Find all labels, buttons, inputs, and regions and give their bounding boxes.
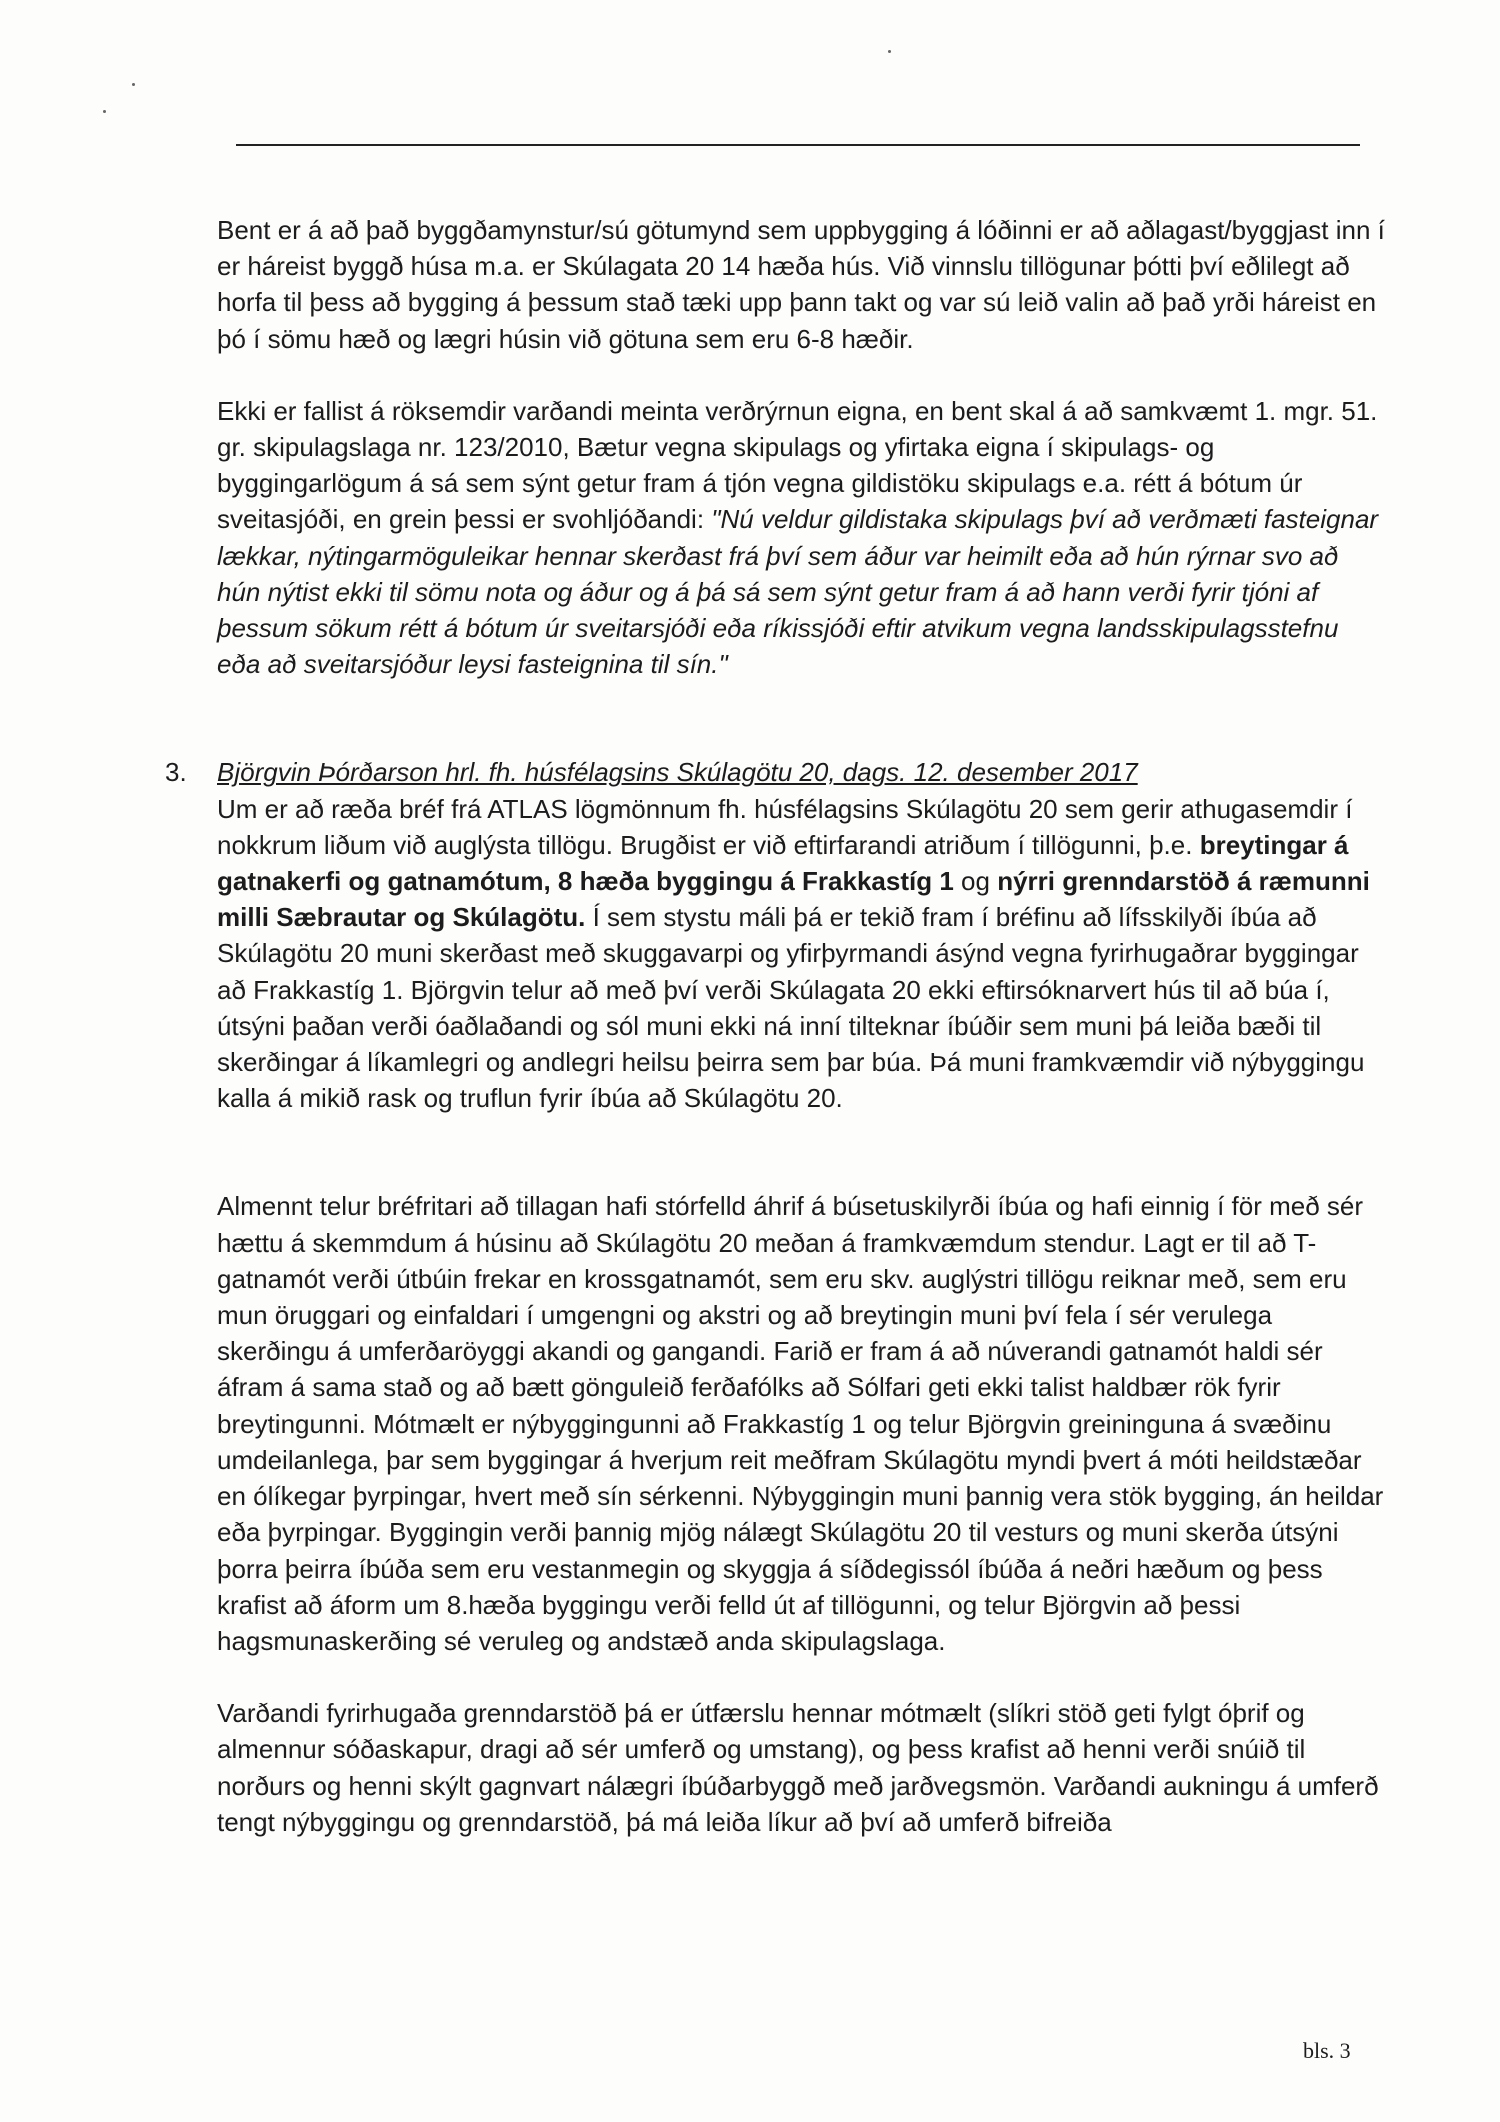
paragraph-general-objections: Almennt telur bréfritari að tillagan hafi stórfelld áhrif á búsetuskilyrði íbúa og hafi einnig í för með sér hættu á skemmdum á húsinu að Skúlagötu 20 meðan á framkvæmdum stendur. Lagt er til að T-gatnamót verði útbúin frekar en krossgatnamót, sem eru skv. auglýstri tillögu reiknar með, sem eru mun öruggari og einfaldari í umgengni og akstri og að breytingin muni því fela í sér verulega skerðingu á umferðaröyggi akandi og gangandi. Farið er fram á að núverandi gatnamót haldi sér áfram á sama stað og að bætt gönguleið ferðafólks að Sólfari geti ekki talist haldbær rök fyrir breytingunni. Mótmælt er nýbyggingunni að Frakkastíg 1 og telur Björgvin greininguna á svæðinu umdeilanlega, þar sem byggingar á hverjum reit meðfram Skúlagötu myndi þvert á móti heildstæðar en ólíkegar þyrpingar, hvert með sín sérkenni. Nýbyggingin muni þannig vera stök bygging, án heildar eða þyrpingar. Byggingin verði þannig mjög nálægt Skúlagötu 20 til vesturs og muni skerða útsýni þorra þeirra íbúða sem eru vestanmegin og skyggja á síðdegissól íbúða á neðri hæðum og þess krafist að áform um 8.hæða byggingu verði felld út af tillögunni, og telur Björgvin að þessi hagsmunaskerðing sé veruleg og andstæð anda skipulagslaga.: [217, 1191, 1384, 1656]
bold-changes: breytingar á gatnakerfi og gatnamótum, 8 hæða byggingu á Frakkastíg 1: [217, 829, 1349, 897]
section-title: Björgvin Þórðarson hrl. fh. húsfélagsins Skúlagötu 20, dags. 12. desember 2017: [217, 757, 1138, 788]
scan-speck: [103, 110, 106, 113]
section-text-c: Í sem stystu máli þá er tekið fram í bréfinu að lífsskilyði íbúa að Skúlagötu 20 muni skerðast með skuggavarpi og yfirþyrmandi ásýnd vegna fyrirhugaðrar byggingar að Frakkastíg 1. Björgvin telur að með því verði Skúlagata 20 ekki eftirsóknarvert hús til að búa í, útsýni þaðan verði óaðlaðandi og sól muni ekki ná inní tilteknar íbúðir sem muni þá leiða bæði til skerðingar á líkamlegri og andlegri heilsu þeirra sem þar búa. Þá muni framkvæmdir við nýbyggingu kalla á mikið rask og truflun fyrir íbúa að Skúlagötu 20.: [217, 902, 1365, 1114]
page-number: bls. 3: [1303, 2038, 1351, 2063]
bold-recycling-station: nýrri grenndarstöð á ræmunni milli Sæbrautar og Skúlagötu.: [217, 866, 1370, 933]
paragraph-building-pattern: Bent er á að það byggðamynstur/sú götumynd sem uppbygging á lóðinni er að aðlagast/byggjast inn í er háreist byggð húsa m.a. er Skúlagata 20 14 hæða hús. Við vinnslu tillögunar þótti því eðlilegt að horfa til þess að bygging á þessum stað tæki upp þann takt og var sú leið valin að það yrði háreist en þó í sömu hæð og lægri húsin við götuna sem eru 6-8 hæðir.: [217, 215, 1385, 354]
section-text-b: og: [953, 866, 998, 897]
scan-speck: [132, 83, 135, 86]
compensation-intro: Ekki er fallist á röksemdir varðandi meinta verðrýrnun eigna, en bent skal á að samkvæmt 1. mgr. 51. gr. skipulagslaga nr. 123/2010, Bætur vegna skipulags og yfirtaka eigna í skipulags- og byggingarlögum á sá sem sýnt getur fram á tjón vegna gildistöku skipulags e.a. rétt á bótum úr sveitasjóði, en grein þessi er svohljóðandi:: [217, 395, 1378, 535]
section-heading: [165, 754, 1387, 790]
section-text-a: Um er að ræða bréf frá ATLAS lögmönnum fh. húsfélagsins Skúlagötu 20 sem gerir athugasemdir í nokkrum liðum við auglýsta tillögu. Brugðist er við eftirfarandi atriðum í tillögunni, þ.e.: [217, 793, 1353, 860]
header-rule: [236, 144, 1360, 146]
section-number: 3.: [165, 757, 187, 788]
document-body: [165, 212, 1387, 1840]
paragraph-compensation: [217, 393, 1387, 683]
scan-speck: [888, 50, 891, 53]
law-quote: "Nú veldur gildistaka skipulags því að verðmæti fasteignar lækkar, nýtingarmöguleikar hennar skerðast frá því sem áður var heimilt eða að hún rýrnar svo að hún nýtist ekki til sömu nota og áður og á þá sá sem sýnt getur fram á að hann verði fyrir tjóni af þessum sökum rétt á bótum úr sveitarsjóði eða ríkissjóði eftir atvikum vegna landsskipulagsstefnu eða að sveitarsjóður leysi fasteignina til sín.": [217, 504, 1379, 680]
section-3: [165, 754, 1387, 1116]
paragraph-recycling-station: Varðandi fyrirhugaða grenndarstöð þá er útfærslu hennar mótmælt (slíkri stöð geti fylgt óþrif og almennur sóðaskapur, dragi að sér umferð og umstang), og þess krafist að henni verði snúið til norðurs og henni skýlt gagnvart nálægri íbúðarbyggð með jarðvegsmön. Varðandi aukningu á umferð tengt nýbyggingu og grenndarstöð, þá má leiða líkur að því að umferð bifreiða: [217, 1698, 1379, 1837]
section-3-paragraph: [217, 791, 1387, 1117]
